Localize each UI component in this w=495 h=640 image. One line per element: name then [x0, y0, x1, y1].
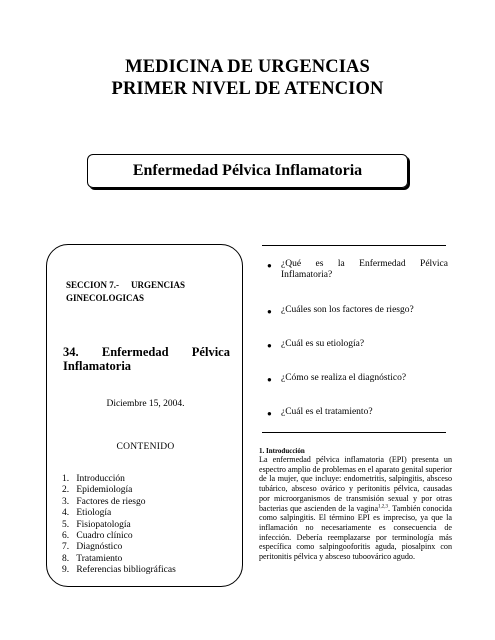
bullet-icon: ●	[267, 307, 272, 316]
subtitle-text: Enfermedad Pélvica Inflamatoria	[132, 162, 363, 179]
question-item: ● ¿Cómo se realiza el diagnóstico?	[264, 373, 448, 385]
citation-superscript: 1,2,3	[378, 503, 389, 509]
bullet-icon: ●	[267, 261, 272, 270]
chapter-number: 34.	[63, 345, 79, 359]
chapter-title	[63, 345, 230, 373]
question-item: ● ¿Cuál es su etiología?	[264, 339, 448, 351]
question-item: ● ¿Qué es la Enfermedad Pélvica Inflamatoria?	[264, 259, 448, 281]
introduction-paragraph: La enfermedad pélvica inflamatoria (EPI) presenta un espectro amplio de problemas en el aparato genital superior de la mujer, que incluye: endometritis, salpingitis, absceso tubárico, absceso ovárico y peritonitis pélvica, causadas por microorganismos de transmisión sexual y por otras bacterias que ascienden de la vagina$^{1,2,3}$. También conocida como salpingitis. El término EPI es impreciso, ya que la inflamación no necesariamente es consecuencia de infección. Debería reemplazarse por terminología más específica como salpingooforitis aguda, piosalpinx con peritonitis pélvica y absceso tuboovárico agudo.	[259, 455, 452, 562]
section-name-part2: GINECOLOGICAS	[66, 293, 145, 303]
bullet-icon: ●	[267, 409, 272, 418]
contents-heading: CONTENIDO	[116, 442, 175, 452]
document-title	[0, 56, 495, 100]
toc-item[interactable]: 3. Factores de riesgo	[62, 496, 146, 507]
toc-item[interactable]: 9. Referencias bibliográficas	[62, 565, 176, 576]
chapter-word-3: Inflamatoria	[63, 359, 132, 373]
toc-item[interactable]: 8. Tratamiento	[62, 553, 123, 564]
toc-item[interactable]: 7. Diagnóstico	[62, 542, 123, 553]
toc-item[interactable]: 6. Cuadro clínico	[62, 531, 133, 542]
table-of-contents	[62, 474, 176, 577]
title-line-1: MEDICINA DE URGENCIAS	[125, 57, 370, 77]
top-divider	[262, 245, 446, 246]
bottom-divider	[262, 432, 446, 433]
question-item: ● ¿Cuál es el tratamiento?	[264, 407, 448, 419]
section-name-part1: URGENCIAS	[131, 280, 186, 290]
subtitle-box	[87, 154, 408, 188]
title-line-2: PRIMER NIVEL DE ATENCION	[111, 79, 384, 99]
toc-item[interactable]: 2. Epidemiología	[62, 485, 133, 496]
chapter-word-2: Pélvica	[191, 345, 230, 359]
bullet-icon: ●	[267, 341, 272, 350]
section-number: SECCION 7.-	[66, 280, 120, 290]
question-item: ● ¿Cuáles son los factores de riesgo?	[264, 305, 448, 317]
section-label	[66, 279, 226, 305]
chapter-info-panel	[46, 244, 243, 587]
toc-item[interactable]: 5. Fisiopatología	[62, 519, 131, 530]
chapter-word-1: Enfermedad	[101, 345, 169, 359]
toc-item[interactable]: 1. Introducción	[62, 474, 125, 484]
bullet-icon: ●	[267, 375, 272, 384]
chapter-date: Diciembre 15, 2004.	[106, 399, 185, 409]
introduction-heading: 1. Introducción	[259, 447, 305, 455]
toc-item[interactable]: 4. Etiología	[62, 508, 112, 519]
